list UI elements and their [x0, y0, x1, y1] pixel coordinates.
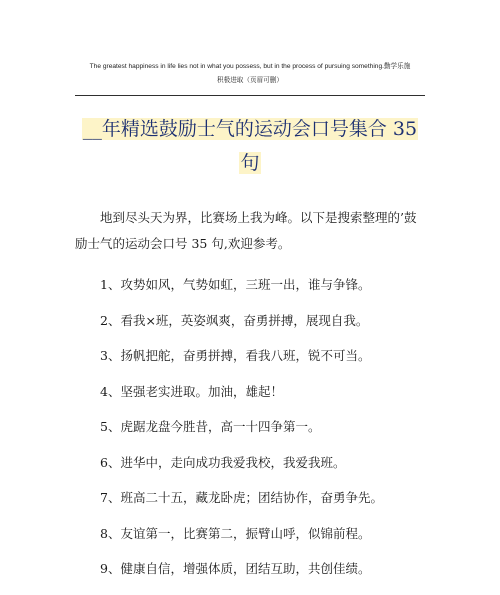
slogan-item: 5、虎踞龙盘今胜昔，高一十四争第一。 — [100, 419, 321, 434]
slogan-item: 8、友谊第一，比赛第二，振臂山呼，似锦前程。 — [100, 525, 371, 541]
document-body — [75, 205, 425, 595]
intro-paragraph: 地到尽头天为界，比赛场上我为峰。以下是搜索整理的’鼓励士气的运动会口号 35 句,欢迎参考。 — [75, 210, 417, 251]
header-line-2: 积极进取（页眉可删） — [217, 77, 283, 84]
header-divider — [75, 95, 425, 96]
slogan-item: 1、攻势如风，气势如虹，三班一出，谁与争锋。 — [100, 277, 371, 292]
slogan-item: 2、看我×班，英姿飒爽，奋勇拼搏，展现自我。 — [100, 312, 369, 328]
header-line-1: The greatest happiness in life lies not in what you possess, but in the process of pursuing something.勤学乐施 — [89, 63, 411, 70]
document-title — [60, 112, 440, 180]
title-line-1: __年精选鼓励士气的运动会口号集合 35 — [82, 118, 418, 140]
slogan-item: 3、扬帆把舵，奋勇拼搏，看我八班，锐不可当。 — [100, 348, 371, 363]
slogan-item: 6、进华中，走向成功我爱我校，我爱我班。 — [100, 454, 346, 470]
slogan-item: 4、坚强老实进取。加油，雄起！ — [100, 383, 283, 399]
page-header — [60, 62, 440, 86]
slogan-item: 7、班高二十五，藏龙卧虎；团结协作，奋勇争先。 — [100, 490, 383, 505]
title-line-2: 句 — [240, 152, 260, 174]
slogan-item: 9、健康自信，增强体质，团结互助，共创佳绩。 — [100, 561, 371, 576]
